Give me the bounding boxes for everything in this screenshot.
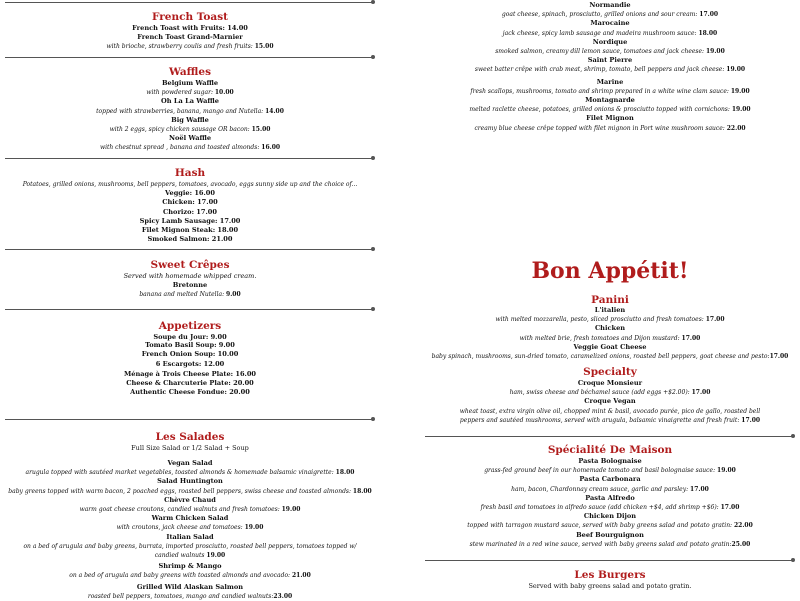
menu-item-description: smoked salmon, creamy dill lemon sauce, tomatoes and jack cheese: 19.00 (495, 48, 725, 56)
menu-item: Big Waffle (171, 115, 209, 124)
menu-item-price: 19.00 (731, 106, 751, 114)
menu-item-description: with chestnut spread , banana and toasted almonds: 16.00 (99, 144, 281, 152)
menu-item-price: 21.00 (291, 572, 311, 580)
menu-item: Pasta Carbonara (579, 475, 641, 484)
menu-item: Spicy Lamb Sausage: 17.00 (139, 216, 241, 225)
menu-item-description: with 2 eggs, spicy chicken sausage OR bacon: 15.00 (109, 126, 271, 134)
menu-item-description: ham, bacon, Chardonnay cream sauce, garlic and parsley: 17.00 (511, 485, 709, 493)
menu-item: Normandie (589, 1, 631, 9)
menu-item: French Toast with Fruits: 14.00 (132, 24, 248, 32)
menu-item: Authentic Cheese Fondue: 20.00 (130, 388, 250, 397)
menu-item-price: 18.00 (698, 29, 718, 37)
section-divider (425, 436, 793, 437)
menu-item-price: 22.00 (733, 522, 753, 530)
menu-item-description: on a bed of arugula and baby greens with toasted almonds and avocado: 21.00 (69, 572, 311, 580)
section-title: Spécialité De Maison (547, 444, 673, 456)
menu-item-price: 22.00 (726, 124, 746, 132)
menu-item: Chorizo: 17.00 (163, 207, 217, 216)
menu-item-price: 19.00 (717, 467, 736, 475)
menu-item-description: melted raclette cheese, potatoes, grilled onions & prosciutto topped with cornichons: 19.00 (469, 106, 751, 114)
menu-item-price: 17.00 (681, 334, 701, 342)
menu-item-price: 17.00 (720, 504, 740, 512)
menu-item-description: baby greens topped with warm bacon, 2 poached eggs, roasted bell peppers, swiss cheese and toasted almonds: 18.00 (8, 487, 372, 495)
menu-item-description: roasted bell peppers, tomatoes, mango and candied walnuts:23.00 (87, 592, 293, 600)
menu-item-price: 17.00 (691, 389, 711, 397)
menu-item-price: 19.00 (730, 87, 750, 95)
menu-item-description: peppers and sautéed mushrooms, served with arugula, balsamic vinaigrette and fresh fruit: 17.00 (459, 416, 761, 424)
menu-item-price: 10.00 (214, 89, 234, 97)
section-french-toast (5, 11, 375, 52)
section-sweet-crepes (5, 259, 375, 299)
section-note: Served with baby greens salad and potato gratin. (528, 582, 692, 590)
menu-item: Ménage à Trois Cheese Plate: 16.00 (123, 369, 257, 378)
menu-item-price: 25.00 (731, 540, 751, 548)
bon-appetit-heading: Bon Appétit! (531, 258, 689, 284)
section-divider (5, 158, 373, 159)
section-specialite-de-maison (425, 444, 795, 549)
menu-item-price: 18.00 (352, 487, 372, 495)
section-les-salades (5, 431, 375, 601)
menu-item: Veggie Goat Cheese (573, 342, 647, 351)
menu-item-description: with croutons, jack cheese and tomatoes: 19.00 (116, 524, 264, 532)
menu-item: Croque Vegan (584, 397, 636, 406)
section-title: Les Salades (155, 431, 225, 443)
section-divider (425, 560, 793, 561)
section-title: Les Burgers (574, 569, 646, 581)
section-savory-crepes (425, 1, 795, 133)
menu-item-description: arugula topped with sautéed market vegetables, toasted almonds & homemade balsamic vinaigrette: 18.00 (25, 469, 355, 477)
menu-item-description: jack cheese, spicy lamb sausage and madeira mushroom sauce: 18.00 (502, 29, 718, 37)
menu-item: Pasta Bolognaise (578, 457, 642, 465)
menu-item-price: 15.00 (254, 43, 274, 51)
menu-item-description: creamy blue cheese crêpe topped with filet mignon in Port wine mushroom sauce: 22.00 (474, 124, 746, 132)
menu-item-description: fresh scallops, mushrooms, tomato and shrimp prepared in a white wine clam sauce: 19.00 (470, 87, 750, 95)
menu-item-description: sweet batter crêpe with crab meat, shrimp, tomato, bell peppers and jack cheese: 19.00 (474, 66, 746, 74)
menu-item: Saint Pierre (587, 56, 633, 65)
menu-item: Nordique (592, 37, 628, 46)
menu-item: Noël Waffle (168, 134, 212, 143)
menu-item: Beef Bourguignon (576, 530, 644, 539)
section-note: Full Size Salad or 1/2 Salad + Soup (131, 444, 249, 452)
section-description: Potatoes, grilled onions, mushrooms, bell peppers, tomatoes, avocado, eggs sunny side up and the choice of... (22, 181, 358, 188)
menu-item-description: with melted mozzarella, pesto, sliced prosciutto and fresh tomatoes: 17.00 (495, 316, 725, 324)
menu-item-price: 17.00 (769, 353, 789, 361)
menu-item-description: baby spinach, mushrooms, sun-dried tomato, caramelized onions, roasted bell peppers, goat cheese and pesto:17.00 (431, 353, 789, 361)
menu-item: Filet Mignon Steak: 18.00 (141, 226, 239, 235)
section-title: Hash (174, 167, 206, 179)
menu-item: Soupe du Jour: 9.00 (153, 333, 227, 341)
menu-item: Cheese & Charcuterie Plate: 20.00 (126, 379, 254, 388)
section-title: Sweet Crêpes (150, 259, 230, 271)
menu-item: Chicken (594, 324, 626, 333)
menu-item-price: 14.00 (265, 107, 284, 115)
menu-item: Italian Salad (166, 532, 214, 541)
menu-item: Vegan Salad (167, 459, 213, 467)
section-divider (5, 249, 373, 250)
section-title: French Toast (152, 11, 228, 23)
section-waffles (5, 66, 375, 153)
menu-item: 6 Escargots: 12.00 (155, 359, 225, 368)
menu-item: Oh La La Waffle (161, 97, 219, 106)
section-les-burgers (425, 569, 795, 591)
menu-item-description: on a bed of arugula and baby greens, burrata, imported prosciutto, roasted bell peppers, tomatoes topped w/ (23, 542, 357, 550)
menu-item-price: 18.00 (335, 469, 355, 477)
menu-item-description: stew marinated in a red wine sauce, served with baby greens salad and potato gratin:25.00 (469, 540, 751, 548)
menu-item-description: candied walnuts 19.00 (154, 552, 226, 560)
menu-item-price: 19.00 (705, 48, 725, 56)
menu-item-price: 17.00 (705, 316, 725, 324)
menu-item: Bretonne (172, 281, 208, 289)
menu-item: Tomato Basil Soup: 9.00 (145, 341, 235, 350)
menu-item-description: topped with tarragon mustard sauce, served with baby greens salad and potato gratin: 22.00 (467, 522, 753, 530)
menu-item: Chèvre Chaud (164, 495, 216, 504)
menu-item-description: grass-fed ground beef in our homemade tomato and basil bolognaise sauce: 19.00 (484, 467, 736, 475)
menu-item-description: fresh basil and tomatoes in alfredo sauce (add chicken +$4, add shrimp +$6): 17.00 (480, 504, 740, 512)
section-hash (5, 167, 375, 244)
menu-item-price: 17.00 (690, 485, 709, 493)
menu-item: Grilled Wild Alaskan Salmon (136, 582, 244, 591)
menu-item: Smoked Salmon: 21.00 (147, 235, 233, 244)
menu-item-price: 15.00 (251, 126, 271, 134)
section-title: Specialty (583, 366, 637, 378)
menu-item-description: ham, swiss cheese and béchamel sauce (add eggs +$2.00): 17.00 (509, 389, 711, 397)
section-appetizers (5, 320, 375, 397)
menu-item: Croque Monsieur (577, 379, 643, 387)
menu-item: Pasta Alfredo (585, 493, 635, 502)
section-divider (5, 419, 373, 420)
section-specialty (425, 366, 795, 425)
bon-appetit-heading-wrap (425, 258, 795, 285)
menu-item: Warm Chicken Salad (151, 514, 229, 523)
menu-item-price: 19.00 (244, 524, 264, 532)
menu-item-price: 23.00 (273, 592, 293, 600)
menu-item-description: warm goat cheese croutons, candied walnuts and fresh tomatoes: 19.00 (79, 506, 301, 514)
menu-item: Marocaine (590, 19, 630, 28)
menu-item-price: 19.00 (206, 552, 226, 560)
section-divider (5, 309, 373, 310)
menu-item: Shrimp & Mango (158, 562, 222, 571)
menu-item-description: with powdered sugar: 10.00 (146, 89, 234, 97)
menu-item-description: banana and melted Nutella: 9.00 (139, 291, 241, 299)
menu-item: French Onion Soup: 10.00 (141, 350, 239, 359)
menu-item: Belgium Waffle (161, 79, 219, 87)
menu-item-description: wheat toast, extra virgin olive oil, chopped mint & basil, avocado purée, pico de gallo, roasted bell (459, 407, 761, 415)
menu-item-price: 17.00 (741, 416, 761, 424)
menu-item-description: with melted brie, fresh tomatoes and Dijon mustard: 17.00 (519, 334, 701, 342)
menu-item: Veggie: 16.00 (164, 189, 215, 198)
menu-item: Chicken: 17.00 (162, 198, 218, 207)
menu-item-price: 17.00 (699, 11, 719, 19)
menu-item: Chicken Dijon (583, 512, 637, 521)
menu-item-description: goat cheese, spinach, prosciutto, grilled onions and sour cream: 17.00 (501, 11, 719, 19)
menu-item: Marine (596, 77, 624, 86)
section-panini (425, 296, 795, 361)
section-title: Appetizers (158, 320, 222, 332)
section-note: Served with homemade whipped cream. (123, 272, 257, 280)
section-title: Panini (591, 294, 629, 306)
menu-item-price: 19.00 (726, 66, 746, 74)
menu-item-price: 16.00 (261, 144, 281, 152)
menu-item: L'italien (594, 306, 626, 314)
menu-item-price: 9.00 (226, 291, 241, 299)
section-divider (5, 57, 373, 58)
menu-item-price: 19.00 (281, 506, 301, 514)
menu-item-description: topped with strawberries, banana, mango and Nutella: 14.00 (96, 107, 284, 115)
menu-item: Montagnarde (585, 96, 635, 105)
menu-item-description: with brioche, strawberry coulis and fresh fruits: 15.00 (106, 43, 274, 51)
section-title: Waffles (169, 66, 211, 78)
menu-item: Salad Huntington (157, 477, 223, 486)
section-divider (5, 2, 373, 3)
menu-item: Filet Mignon (586, 114, 634, 123)
menu-item: French Toast Grand-Marnier (137, 33, 243, 42)
